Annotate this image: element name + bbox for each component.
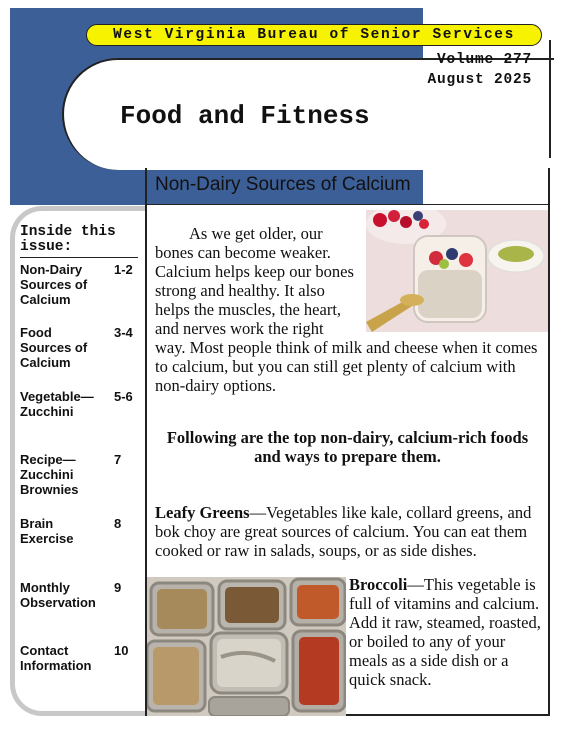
newsletter-title: Food and Fitness [120, 101, 370, 131]
toc-item-label: Food Sources of Calcium [20, 325, 88, 370]
toc-item-label: Contact Information [20, 643, 92, 673]
broccoli-term: Broccoli [349, 575, 408, 594]
title-divider [147, 204, 549, 205]
canned-fish-image [147, 577, 346, 716]
toc-item-pages: 5-6 [114, 389, 133, 404]
masthead-border [549, 40, 551, 158]
toc-item-pages: 9 [114, 580, 122, 595]
issue-info [427, 50, 532, 90]
intro-paragraph: As we get older, our bones can become weaker. Calcium helps keep our bones strong and healthy. It also helps the muscles, the heart, and nerves work the right way. Most people think of milk and cheese when it comes to calcium, but you can still get plenty of calcium with non-dairy options. [155, 224, 538, 395]
volume-number: Volume 277 [436, 52, 532, 68]
toc-item-pages: 10 [114, 643, 129, 658]
canned-fish-photo [147, 577, 346, 716]
toc-item-pages: 7 [114, 452, 122, 467]
chia-pudding-image [366, 210, 548, 332]
sidebar-heading-line2: issue: [20, 239, 73, 255]
organization-banner: West Virginia Bureau of Senior Services [86, 24, 542, 46]
sidebar-heading [20, 225, 138, 258]
article-body [155, 224, 540, 560]
leafy-greens-paragraph [155, 503, 540, 560]
toc-item-label: Brain Exercise [20, 516, 74, 546]
sidebar-heading-line1: Inside this [20, 224, 116, 240]
toc-item-pages: 8 [114, 516, 122, 531]
toc-item-label: Non-Dairy Sources of Calcium [20, 262, 88, 307]
chia-pudding-photo [366, 210, 548, 332]
lower-section [147, 577, 550, 716]
toc-item-pages: 1-2 [114, 262, 133, 277]
toc-item-label: Monthly Observation [20, 580, 96, 610]
article-title: Non-Dairy Sources of Calcium [155, 174, 411, 195]
broccoli-paragraph [349, 575, 546, 689]
callout-text: Following are the top non-dairy, calcium-rich foods and ways to prepare them. [166, 428, 529, 466]
toc-item-label: Recipe—Zucchini Brownies [20, 452, 79, 497]
leafy-greens-term: Leafy Greens [155, 503, 250, 522]
toc-item-pages: 3-4 [114, 325, 133, 340]
leafy-greens-text: —Vegetables like kale, collard greens, and bok choy are great sources of calcium. You can eat them cooked or raw in salads, soups, or as side dishes. [155, 503, 532, 560]
toc-item-label: Vegetable—Zucchini [20, 389, 94, 419]
broccoli-text: —This vegetable is full of vitamins and calcium. Add it raw, steamed, roasted, or boiled to any of your meals as a side dish or a quick snack. [349, 575, 541, 689]
issue-date: August 2025 [427, 72, 532, 88]
